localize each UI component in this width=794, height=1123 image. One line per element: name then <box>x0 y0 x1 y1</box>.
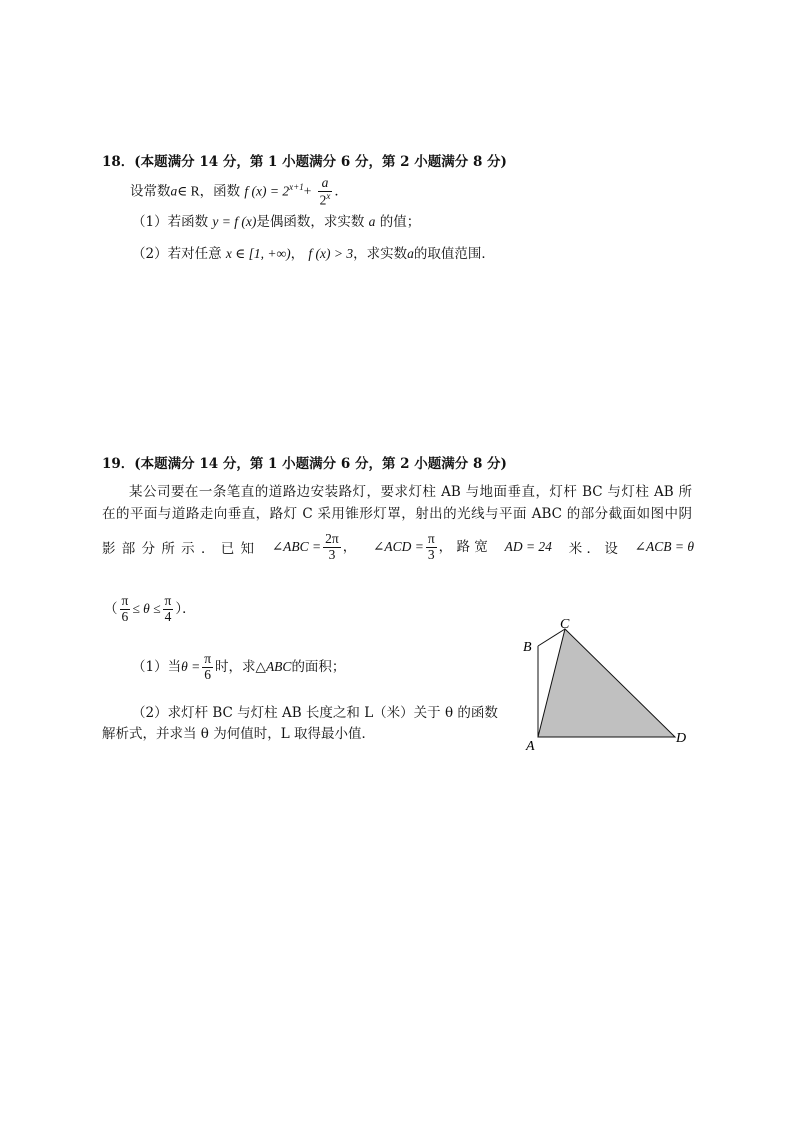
q18-part2-ineq: f (x) > 3 <box>308 246 354 261</box>
q19-part2-line2: 解析式，并求当 θ 为何值时，L 取得最小值． <box>102 726 375 742</box>
q19-part1-end: 的面积； <box>291 658 346 675</box>
q19-line3-comma: ， <box>342 538 357 555</box>
q19-angle-abc-label: ∠ABC = <box>271 538 322 554</box>
q19-part1 <box>132 652 345 683</box>
q18-exponent: x+1 <box>289 182 304 192</box>
q19-part1-triangle: ABC <box>265 658 292 674</box>
streetlight-figure <box>518 612 698 752</box>
q18-frac-num: a <box>318 176 333 192</box>
q18-part2-text2: ，求实数 <box>353 246 408 262</box>
q19-line1: 某公司要在一条笔直的道路边安装路灯，要求灯柱 AB 与地面垂直，灯杆 BC 与灯柱 AB 所 <box>129 484 692 500</box>
label-d: D <box>676 731 687 746</box>
q18-plus: + <box>303 183 312 199</box>
q18-part2-text: （2）若对任意 <box>132 246 222 262</box>
q19-part1-frac <box>202 652 213 683</box>
q18-part2-end: 的取值范围． <box>413 246 495 262</box>
light-shade-region <box>538 629 675 737</box>
q18-fraction <box>318 176 333 208</box>
q18-intro-var-a: a <box>170 183 178 199</box>
q18-part1-var: a <box>368 214 376 229</box>
q18-frac-den-base: 2 <box>319 192 327 208</box>
q18-part2 <box>132 242 495 262</box>
q19-part2-line1: （2）求灯杆 BC 与灯柱 AB 长度之和 L（米）关于 θ 的函数 <box>132 705 498 721</box>
q18-part2-var: a <box>407 246 414 261</box>
q18-part2-interval: x ∈ [1, +∞) <box>225 246 291 261</box>
q19-line4 <box>104 594 196 625</box>
q19-part1-text2: 时，求△ <box>215 658 266 675</box>
q19-frac-pi3 <box>426 532 437 563</box>
q18-intro-text: 设常数 <box>130 183 171 200</box>
q19-ad-value: AD = 24 <box>504 539 552 555</box>
q18-part1-func: y = f (x) <box>212 214 257 229</box>
q19-frac-pi6 <box>120 594 131 625</box>
q19-angle-acd <box>373 532 488 563</box>
label-b: B <box>523 640 532 655</box>
q19-frac-pi4-num: π <box>164 593 172 608</box>
label-a: A <box>526 739 535 752</box>
q19-line3-text: 影 部 分 所 示 ． 已 知 <box>102 541 256 558</box>
q18-part2-comma: ， <box>290 246 305 262</box>
q19-line3 <box>102 532 694 563</box>
q19-frac-pi4-den: 4 <box>164 608 172 624</box>
q19-part1-theta: θ = <box>181 658 201 674</box>
q18-intro-in-r: ∈ R，函数 <box>177 183 241 199</box>
q19-frac-pi6-num: π <box>121 593 129 608</box>
q19-line3-set: 米 ． 设 <box>568 541 618 558</box>
q19-angle-acd-label: ∠ACD = <box>373 538 424 554</box>
q19-line4-open: （ <box>104 600 118 617</box>
q18-intro-end: ． <box>334 183 348 200</box>
q18-function-def: f (x) = 2 <box>244 183 290 199</box>
q18-header: 18．(本题满分 14 分，第 1 小题满分 6 分，第 2 小题满分 8 分) <box>102 154 507 170</box>
q19-line2: 在的平面与道路走向垂直，路灯 C 采用锥形灯罩，射出的光线与平面 ABC 的部分截面如图中阴 <box>102 506 692 522</box>
q19-header: 19．(本题满分 14 分，第 1 小题满分 6 分，第 2 小题满分 8 分) <box>102 456 507 472</box>
q18-frac-den <box>318 192 333 208</box>
q19-road-label: ， 路 宽 <box>438 538 488 555</box>
q18-part1-text2: 是偶函数，求实数 <box>256 214 365 230</box>
q19-frac-pi3-num: π <box>427 531 435 546</box>
q19-part1-frac-den: 6 <box>204 666 211 682</box>
q19-frac-pi6-den: 6 <box>121 608 129 624</box>
q19-frac-2pi3-num: 2π <box>325 531 339 546</box>
label-c: C <box>560 617 570 632</box>
q19-frac-pi4 <box>163 594 174 625</box>
q18-part1-end: 的值； <box>379 214 421 230</box>
q18-intro <box>130 172 348 208</box>
q19-part1-frac-num: π <box>204 651 212 666</box>
q19-frac-pi3-den: 3 <box>427 546 435 562</box>
q19-angle-abc <box>272 532 356 563</box>
q19-line4-close: ）． <box>175 600 196 617</box>
q19-part1-text: （1）当 <box>132 658 182 675</box>
q19-frac-2pi3 <box>323 532 341 563</box>
q19-frac-2pi3-den: 3 <box>328 546 336 562</box>
q18-part1 <box>132 210 420 230</box>
q19-theta-range: ≤ θ ≤ <box>132 600 161 616</box>
q19-angle-acb: ∠ACB = θ <box>634 539 694 555</box>
q18-frac-den-exp: x <box>326 190 331 201</box>
q18-part1-text: （1）若函数 <box>132 214 209 230</box>
